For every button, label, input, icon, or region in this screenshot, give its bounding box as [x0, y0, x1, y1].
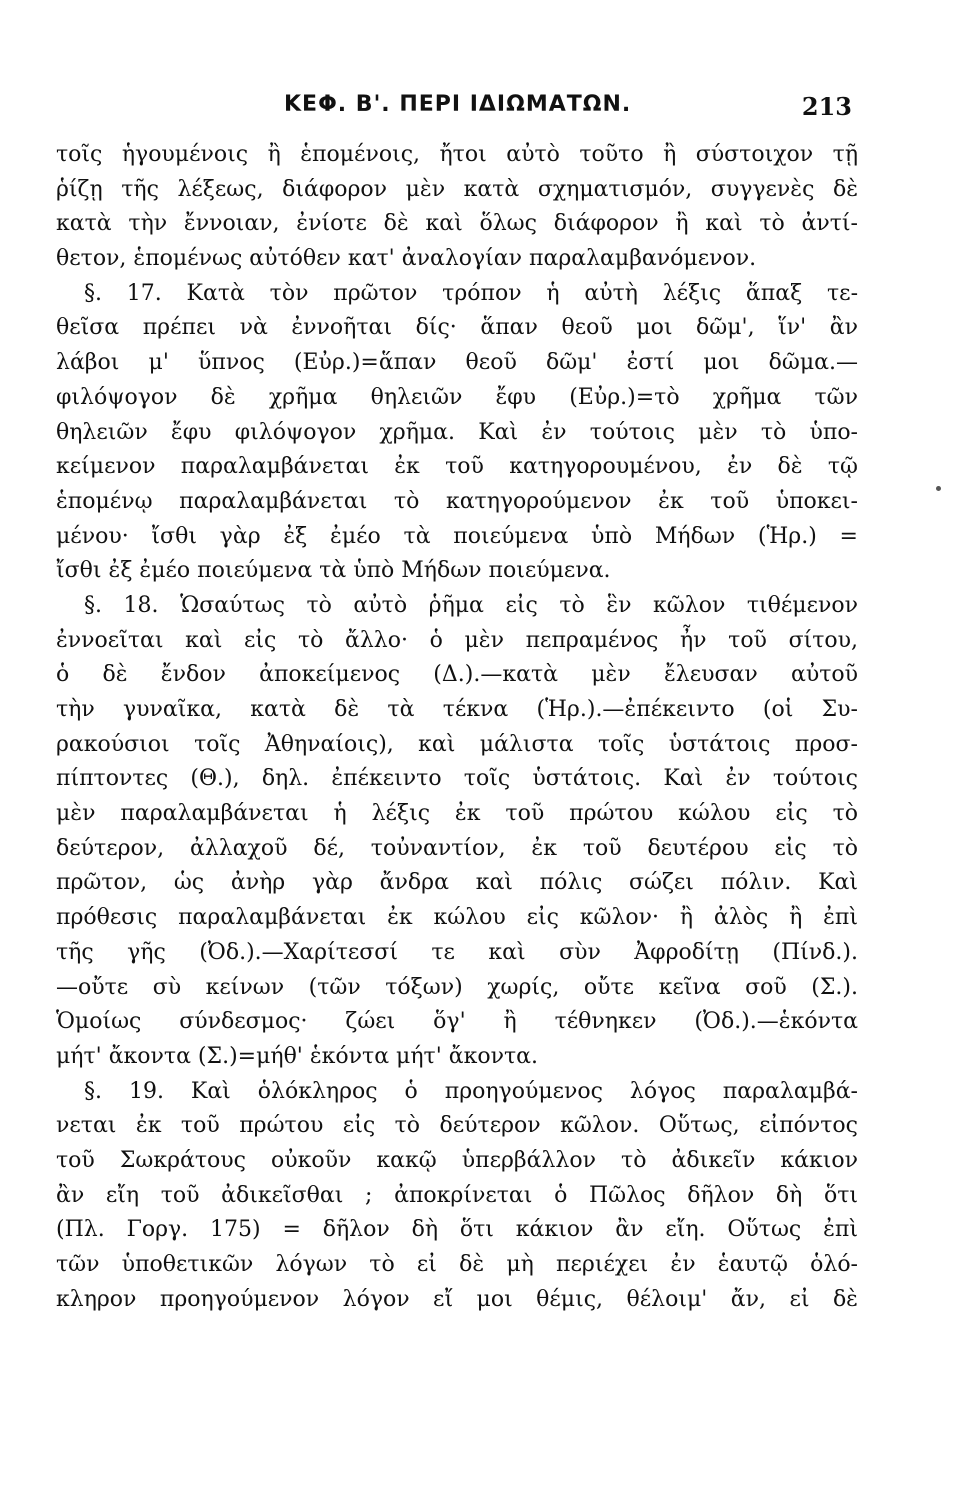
text-line: ἑπομένῳ παραλαμβάνεται τὸ κατηγορούμενον ἐκ τοῦ ὑποκει- [56, 488, 858, 514]
text-line: μὲν παραλαμβάνεται ἡ λέξις ἐκ τοῦ πρώτου κώλου εἰς τὸ [56, 801, 858, 827]
text-line: θεῖσα πρέπει νὰ ἐννοῆται δίς· ἅπαν θεοῦ μοι δῶμ', ἵν' ἂν [56, 315, 858, 341]
text-line: πίπτοντες (Θ.), δηλ. ἐπέκειντο τοῖς ὑστάτοις. Καὶ ἐν τούτοις [56, 766, 858, 792]
text-line: —οὔτε σὺ κείνων (τῶν τόξων) χωρίς, οὔτε κεῖνα σοῦ (Σ.). [56, 974, 858, 1000]
text-line: δεύτερον, ἀλλαχοῦ δέ, τοὐναντίον, ἐκ τοῦ δευτέρου εἰς τὸ [56, 835, 858, 861]
text-line: μένου· ἴσθι γὰρ ἐξ ἐμέο τὰ ποιεύμενα ὑπὸ Μήδων (Ἡρ.) = [56, 523, 858, 549]
text-line: ἂν εἴη τοῦ ἀδικεῖσθαι ; ἀποκρίνεται ὁ Πῶλος δῆλον δὴ ὅτι [56, 1182, 858, 1208]
text-line: τῶν ὑποθετικῶν λόγων τὸ εἰ δὲ μὴ περιέχει ἐν ἑαυτῷ ὁλό- [56, 1252, 858, 1277]
body-text [56, 138, 858, 1317]
text-line: ἴσθι ἐξ ἐμέο ποιεύμενα τὰ ὑπὸ Μήδων ποιεύμενα. [56, 558, 611, 584]
text-line: τοῦ Σωκράτους οὐκοῦν κακῷ ὑπερβάλλον τὸ ἀδικεῖν κάκιον [56, 1147, 858, 1173]
text-line: κείμενον παραλαμβάνεται ἐκ τοῦ κατηγορουμένου, ἐν δὲ τῷ [56, 454, 858, 480]
text-line: τοῖς ἡγουμένοις ἢ ἑπομένοις, ἤτοι αὐτὸ τοῦτο ἢ σύστοιχον τῇ [56, 142, 858, 167]
running-title: ΚΕΦ. Β'. ΠΕΡΙ ΙΔΙΩΜΑΤΩΝ. [284, 92, 632, 117]
text-line: λάβοι μ' ὕπνος (Εὐρ.)=ἅπαν θεοῦ δῶμ' ἐστί μοι δῶμα.— [56, 350, 858, 376]
section-17-heading-line: §. 17. Κατὰ τὸν πρῶτον τρόπον ἡ αὐτὴ λέξις ἅπαξ τε- [84, 280, 858, 306]
text-line: θηλειῶν ἔφυ φιλόψογον χρῆμα. Καὶ ἐν τούτοις μὲν τὸ ὑπο- [56, 419, 858, 445]
text-line: φιλόψογον δὲ χρῆμα θηλειῶν ἔφυ (Εὐρ.)=τὸ χρῆμα τῶν [56, 384, 858, 410]
text-line: τὴν γυναῖκα, κατὰ δὲ τὰ τέκνα (Ἡρ.).—ἐπέκειντο (οἱ Συ- [56, 697, 858, 722]
text-line: ὁ δὲ ἔνδον ἀποκείμενος (Δ.).—κατὰ μὲν ἔλευσαν αὐτοῦ [56, 662, 858, 688]
text-line: νεται ἐκ τοῦ πρώτου εἰς τὸ δεύτερον κῶλον. Οὕτως, εἰπόντος [56, 1113, 858, 1139]
text-line: κατὰ τὴν ἔννοιαν, ἐνίοτε δὲ καὶ ὅλως διάφορον ἢ καὶ τὸ ἀντί- [56, 211, 858, 237]
text-line: ρακούσιοι τοῖς Ἀθηναίοις), καὶ μάλιστα τοῖς ὑστάτοις προσ- [56, 731, 858, 757]
section-18-heading-line: §. 18. Ὡσαύτως τὸ αὐτὸ ῥῆμα εἰς τὸ ἓν κῶλον τιθέμενον [84, 592, 858, 618]
page-header [56, 92, 852, 132]
text-line: πρόθεσις παραλαμβάνεται ἐκ κώλου εἰς κῶλον· ἢ ἀλὸς ἢ ἐπὶ [56, 905, 858, 931]
text-line: (Πλ. Γοργ. 175) = δῆλον δὴ ὅτι κάκιον ἂν εἴη. Οὕτως ἐπὶ [56, 1217, 858, 1243]
page-number: 213 [801, 92, 852, 121]
text-line: κληρον προηγούμενον λόγον εἴ μοι θέμις, θέλοιμ' ἄν, εἰ δὲ [56, 1286, 858, 1312]
text-line: Ὁμοίως σύνδεσμος· ζώει ὅγ' ἢ τέθνηκεν (Ὀδ.).—ἑκόντα [56, 1009, 858, 1035]
margin-speck [936, 486, 941, 491]
text-line: πρῶτον, ὡς ἀνὴρ γὰρ ἄνδρα καὶ πόλις σώζει πόλιν. Καὶ [56, 870, 858, 896]
text-line: ἐννοεῖται καὶ εἰς τὸ ἄλλο· ὁ μὲν πεπραμένος ἦν τοῦ σίτου, [56, 627, 858, 653]
text-line: τῆς γῆς (Ὀδ.).—Χαρίτεσσί τε καὶ σὺν Ἀφροδίτῃ (Πίνδ.). [56, 939, 858, 965]
section-19-heading-line: §. 19. Καὶ ὁλόκληρος ὁ προηγούμενος λόγος παραλαμβά- [84, 1078, 858, 1104]
text-line: μήτ' ἄκοντα (Σ.)=μήθ' ἑκόντα μήτ' ἄκοντα. [56, 1043, 538, 1069]
text-line: ῥίζῃ τῆς λέξεως, διάφορον μὲν κατὰ σχηματισμόν, συγγενὲς δὲ [56, 176, 858, 202]
text-line: θετον, ἑπομένως αὐτόθεν κατ' ἀναλογίαν παραλαμβανόμενον. [56, 246, 757, 272]
